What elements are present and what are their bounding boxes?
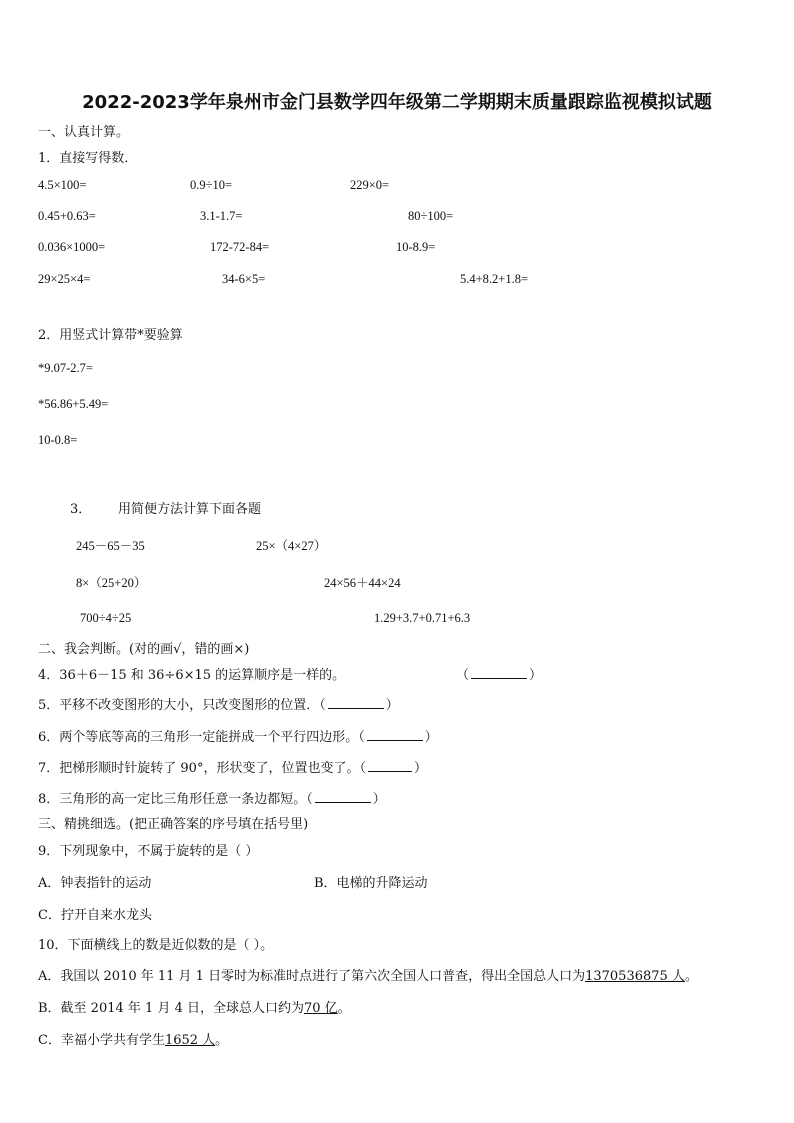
- question-text: 8．三角形的高一定比三角形任意一条边都短。: [38, 792, 307, 807]
- q3-item: 700÷4÷25: [80, 611, 132, 625]
- q1-item: 229×0=: [350, 178, 390, 192]
- q2-label: 2．用竖式计算带*要验算: [38, 328, 183, 343]
- q10-text: 10．下面横线上的数是近似数的是（ ）。: [38, 938, 274, 953]
- q1-item: 0.036×1000=: [38, 240, 106, 254]
- q1-item: 172-72-84=: [210, 240, 270, 254]
- q1-item: 0.9÷10=: [190, 178, 233, 192]
- page-title: 2022-2023学年泉州市金门县数学四年级第二学期期末质量跟踪监视模拟试题: [82, 92, 712, 113]
- q9-text: 9．下列现象中，不属于旋转的是（ ）: [38, 844, 259, 859]
- answer-blank-5[interactable]: （ ）: [319, 698, 399, 713]
- q9-option-b[interactable]: B．电梯的升降运动: [314, 876, 428, 891]
- q1-item: 3.1-1.7=: [200, 209, 243, 223]
- section-2-heading: 二、我会判断。(对的画√，错的画×): [38, 642, 250, 657]
- answer-blank-7[interactable]: （ ）: [359, 761, 427, 776]
- q3-item: 1.29+3.7+0.71+6.3: [374, 611, 471, 625]
- q2-item: 10-0.8=: [38, 433, 78, 447]
- q3-item: 8×（25+20）: [76, 576, 147, 590]
- question-text: 5．平移不改变图形的大小，只改变图形的位置．: [38, 698, 320, 713]
- section-3-heading: 三、精挑细选。(把正确答案的序号填在括号里): [38, 817, 309, 832]
- q3-item: 25×（4×27）: [256, 539, 327, 553]
- judge-question-7: [38, 757, 427, 776]
- q1-item: 34-6×5=: [222, 272, 266, 286]
- q3-number: 3．: [70, 502, 92, 517]
- judge-question-5: [38, 694, 399, 713]
- question-text: 4．36＋6－15 和 36÷6×15 的运算顺序是一样的。: [38, 668, 346, 683]
- q3-item: 24×56＋44×24: [324, 576, 401, 590]
- q1-label: 1．直接写得数．: [38, 151, 138, 166]
- q1-item: 4.5×100=: [38, 178, 87, 192]
- answer-blank-6[interactable]: （ ）: [358, 730, 438, 745]
- q9-option-a[interactable]: A．钟表指针的运动: [38, 876, 152, 891]
- underlined-number: 1652 人: [164, 1033, 216, 1048]
- q10-option-a[interactable]: A．我国以 2010 年 11 月 1 日零时为标准时点进行了第六次全国人口普查，得出全国总人口为1370536875 人。: [38, 969, 698, 984]
- question-text: 7．把梯形顺时针旋转了 90°，形状变了，位置也变了。: [38, 761, 360, 776]
- q2-item: *56.86+5.49=: [38, 397, 109, 411]
- q10-option-c[interactable]: C．幸福小学共有学生1652 人。: [38, 1033, 229, 1048]
- q1-item: 29×25×4=: [38, 272, 91, 286]
- q3-label: 用简便方法计算下面各题: [118, 502, 262, 517]
- q3-item: 245－65－35: [76, 539, 145, 553]
- section-1-heading: 一、认真计算。: [38, 125, 130, 140]
- question-text: 6．两个等底等高的三角形一定能拼成一个平行四边形。: [38, 730, 359, 745]
- judge-question-6: [38, 726, 438, 745]
- judge-question-8: [38, 788, 386, 807]
- judge-question-4: [38, 664, 345, 683]
- q1-item: 10-8.9=: [396, 240, 436, 254]
- underlined-number: 70 亿: [303, 1001, 338, 1016]
- q10-option-b[interactable]: B．截至 2014 年 1 月 4 日，全球总人口约为70 亿。: [38, 1001, 351, 1016]
- answer-blank-8[interactable]: （ ）: [306, 792, 386, 807]
- q9-option-c[interactable]: C．拧开自来水龙头: [38, 908, 152, 923]
- underlined-number: 1370536875 人: [585, 969, 685, 984]
- q1-item: 5.4+8.2+1.8=: [460, 272, 529, 286]
- q2-item: *9.07-2.7=: [38, 361, 93, 375]
- q1-item: 80÷100=: [408, 209, 454, 223]
- q1-item: 0.45+0.63=: [38, 209, 96, 223]
- answer-blank-4[interactable]: （ ）: [456, 668, 543, 683]
